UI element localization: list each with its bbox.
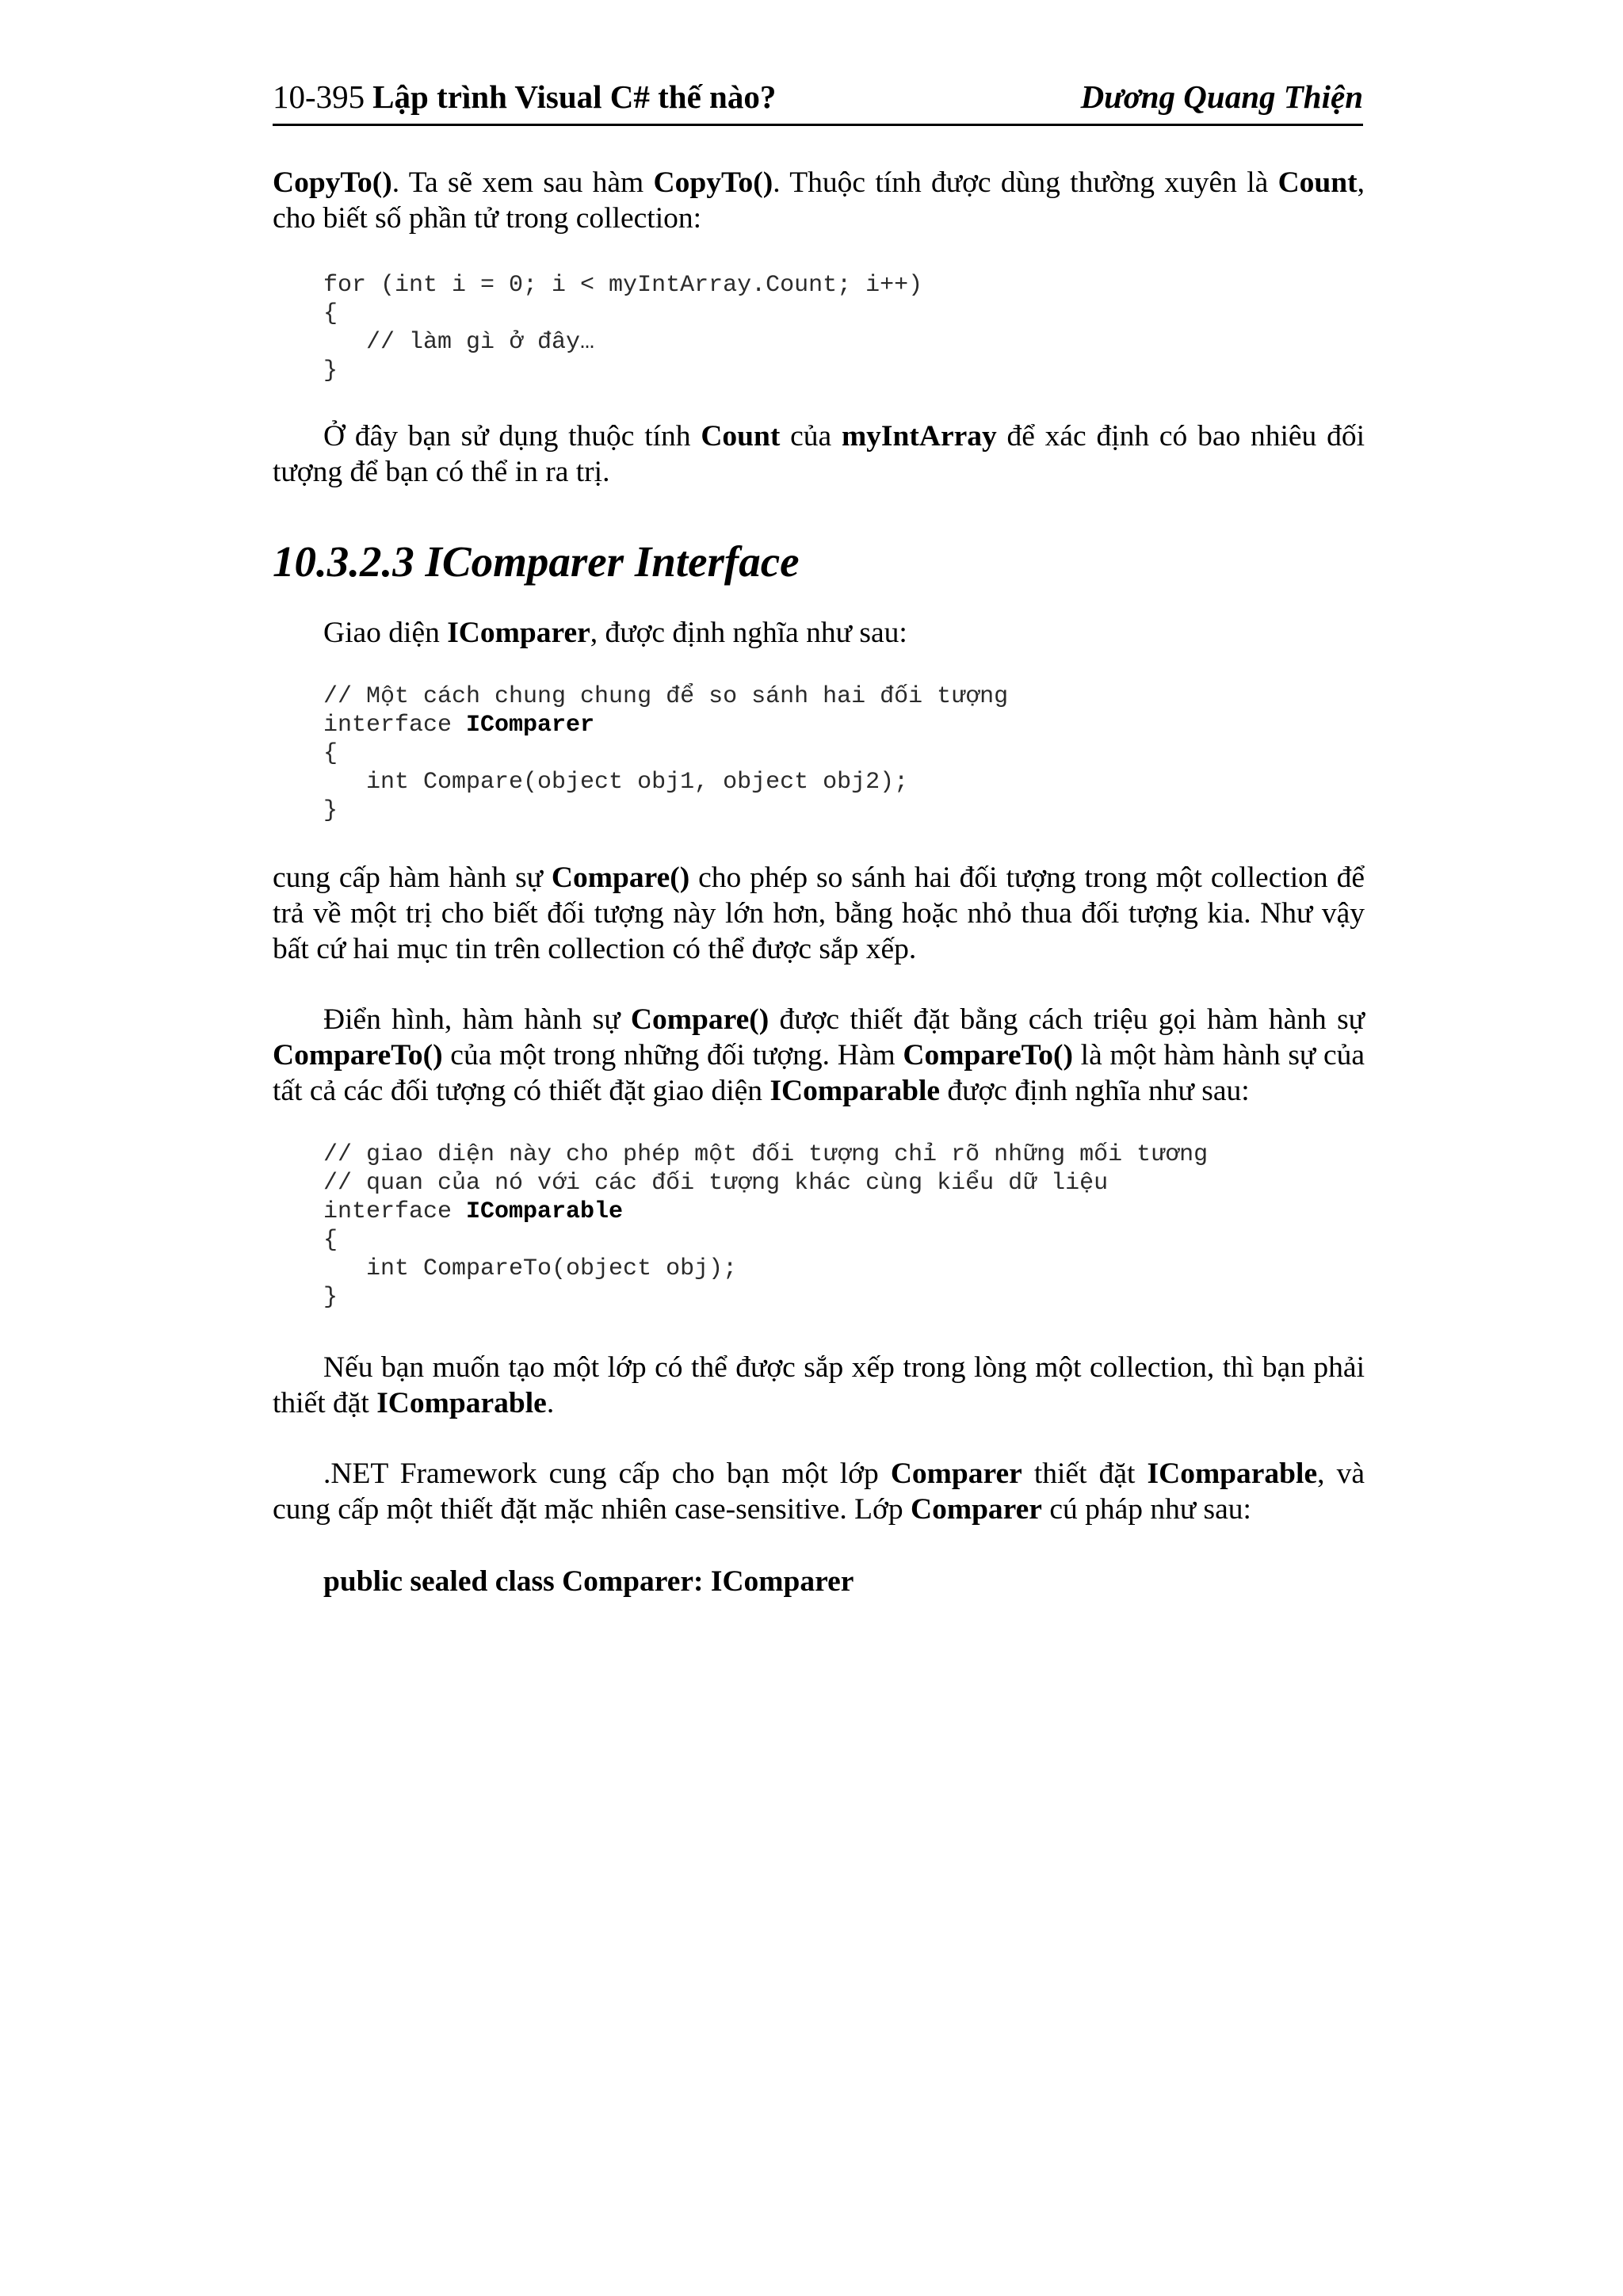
code-line: { [323,1227,338,1254]
code-line: interface [323,712,467,739]
page-number: 10-395 [273,78,365,115]
code-line: } [323,797,338,824]
class-signature: public sealed class Comparer: IComparer [323,1565,854,1598]
code-keyword: IComparable [466,1198,624,1225]
term: CompareTo() [273,1039,443,1072]
text: . Ta sẽ xem sau hàm [391,166,654,199]
term: Comparer [890,1457,1022,1490]
text: Ở đây bạn sử dụng thuộc tính [323,420,701,453]
book-title: Lập trình Visual C# thế nào? [372,78,777,115]
term: Compare() [551,861,690,894]
term: Compare() [630,1003,769,1036]
text: , cho biết số phần tử trong collection: [273,166,1365,235]
author-name: Dương Quang Thiện [1080,78,1363,115]
text: được thiết đặt bằng cách triệu gọi hàm hành sự [769,1003,1365,1036]
text: của [780,420,842,453]
code-block-for-loop [273,271,1365,385]
term: Comparer [911,1493,1042,1526]
term: IComparable [1147,1457,1318,1490]
code-line: { [323,300,338,327]
text: , được định nghĩa như sau: [590,617,907,649]
term: CompareTo() [903,1039,1073,1072]
code-line: interface [323,1198,467,1225]
term: CopyTo() [273,166,392,199]
text: cung cấp hàm hành sự [273,861,552,894]
term: IComparable [769,1075,941,1107]
code-block-icomparer [273,682,1365,825]
term: Count [1277,166,1358,199]
code-block-icomparable [273,1140,1365,1312]
paragraph-copyto [273,165,1365,236]
code-line: for (int i = 0; i < myIntArray.Count; i++) [323,272,923,299]
text: .NET Framework cung cấp cho bạn một lớp [323,1457,891,1490]
text: để xác định có bao nhiêu đối tượng để bạn có thể in ra trị. [273,420,1365,488]
text: được định nghĩa như sau: [940,1075,1250,1107]
text: , và cung cấp một thiết đặt mặc nhiên case-sensitive. Lớp [273,1457,1365,1526]
text: Nếu bạn muốn tạo một lớp có thể được sắp xếp trong lòng một collection, thì bạn phải thiết đặt [273,1351,1365,1419]
paragraph-comparer-class [273,1456,1365,1527]
code-line: // làm gì ở đây… [323,329,595,356]
code-line: // giao diện này cho phép một đối tượng chỉ rõ những mối tương [323,1141,1209,1168]
text: cho phép so sánh hai đối tượng trong một collection để trả về một trị cho biết đối tượng này lớn hơn, bằng hoặc nhỏ thua đối tượng kia. Như vậy bất cứ hai mục tin trên collection có thể được sắp xếp. [273,861,1365,965]
text: cú pháp như sau: [1041,1493,1251,1526]
code-line: int CompareTo(object obj); [323,1255,738,1282]
paragraph-count [273,418,1365,490]
code-keyword: IComparer [466,712,595,739]
text: là một hàm hành sự của tất cả các đối tượng có thiết đặt giao diện [273,1039,1365,1107]
paragraph-icomparer-intro [273,615,1365,651]
text: Giao diện [323,617,448,649]
code-line: { [323,740,338,767]
page-body [273,165,1365,1599]
term: myIntArray [841,420,997,453]
text: của một trong những đối tượng. Hàm [442,1039,903,1072]
text: . Thuộc tính được dùng thường xuyên là [773,166,1278,199]
code-line: } [323,357,338,384]
code-line: int Compare(object obj1, object obj2); [323,769,909,796]
term: IComparable [376,1387,547,1419]
term: CopyTo() [653,166,773,199]
paragraph-sortable [273,1350,1365,1421]
header-left [273,78,776,116]
code-line: // quan của nó với các đối tượng khác cùng kiểu dữ liệu [323,1170,1109,1197]
term: Count [701,420,781,453]
text: . [546,1387,555,1419]
section-heading: 10.3.2.3 IComparer Interface [273,537,800,586]
page-header [273,74,1363,126]
code-line: } [323,1284,338,1311]
paragraph-compareto [273,1002,1365,1109]
term: IComparer [447,617,590,649]
text: Điển hình, hàm hành sự [323,1003,631,1036]
paragraph-compare [273,860,1365,967]
text: thiết đặt [1022,1457,1148,1490]
code-line: // Một cách chung chung để so sánh hai đối tượng [323,683,1009,710]
